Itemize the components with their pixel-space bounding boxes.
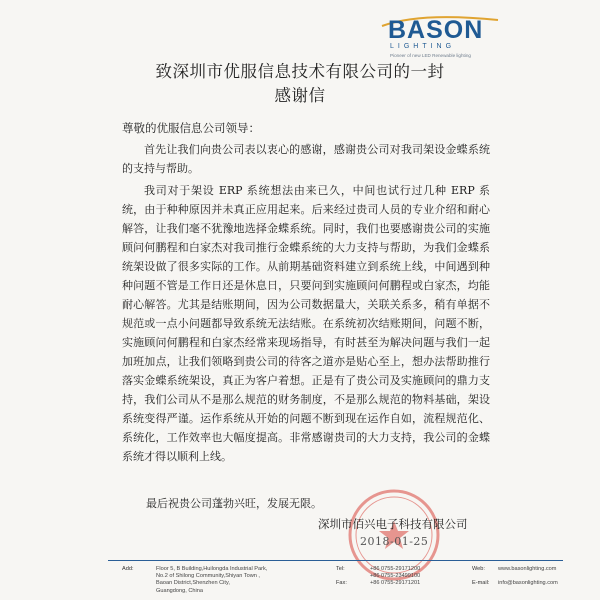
address-line-1: Floor 5, B Building,Huilongda Industrial Park, bbox=[156, 566, 268, 572]
footer-contacts bbox=[336, 566, 420, 588]
address-line-2: No.2 of Shilong Community,Shiyan Town , bbox=[156, 573, 260, 580]
closing-line: 最后祝贵公司蓬勃兴旺，发展无限。 bbox=[146, 497, 322, 510]
letter-body bbox=[122, 140, 490, 469]
footer-divider bbox=[108, 560, 563, 561]
signature-company: 深圳市佰兴电子科技有限公司 bbox=[318, 517, 468, 531]
footer-add-label: Add: bbox=[122, 566, 134, 572]
paragraph-2: 我司对于架设 ERP 系统想法由来已久，中间也试行过几种 ERP 系统，由于种种原因并未真正应用起来。后来经过贵司人员的专业介绍和耐心解答，让我们毫不犹豫地选择金蝶系统。同时，我们也要感谢贵公司的实施顾问何鹏程和白家杰对我司推行金蝶系统的大力支持与帮助，为我们金蝶系统架设做了很多实际的工作。从前期基础资料建立到系统上线，中间遇到种种问题不管是工作日还是休息日，只要问到实施顾问何鹏程或白家杰，均能耐心解答。尤其是结账期间，因为公司数据量大，关联关系多，稍有单据不规范或一点小问题都导致系统无法结账。在系统初次结账期间，问题不断，实施顾问何鹏程和白家杰经常来现场指导，有时甚至为解决问题与我们一起加班加点，让我们领略到贵公司的待客之道亦是贴心至上，想办法帮助推行落实金蝶系统架设，真正为客户着想。正是有了贵公司及实施顾问的鼎力支持，我们公司从不是那么规范的财务制度，不是那么规范的物料基础，架设系统变得严谨。运作系统从开始的问题不断到现在运作自如，流程规范化、系统化，工作效率也大幅度提高。非常感谢贵司的大力支持，我公司的金蝶系统才得以顺利上线。 bbox=[122, 184, 490, 463]
footer-tel-label: Tel: bbox=[336, 566, 345, 572]
footer-web-link[interactable]: www.basonlighting.com bbox=[498, 566, 557, 572]
signature-date: 2018-01-25 bbox=[360, 535, 429, 548]
paragraph-1: 首先让我们向贵公司表以衷心的感谢，感谢贵公司对我司架设金蝶系统的支持与帮助。 bbox=[122, 143, 490, 175]
logo-brand: BASON bbox=[388, 16, 484, 44]
letter-title-line2: 感谢信 bbox=[274, 86, 326, 105]
logo-tagline: Pioneer of new LED Renewable lighting bbox=[390, 53, 471, 58]
footer-email-link[interactable]: info@basonlighting.com bbox=[498, 580, 558, 587]
footer-fax-label: Fax: bbox=[336, 580, 347, 587]
footer-address bbox=[122, 566, 267, 595]
address-line-4: Guangdong, China bbox=[156, 587, 203, 594]
footer-tel: +86 0755-29171200 bbox=[370, 566, 421, 572]
address-line-3: Baoan District,Shenzhen City, bbox=[156, 580, 230, 587]
footer-tel2: +86 0755-23499100 bbox=[370, 573, 421, 580]
footer-web-label: Web: bbox=[472, 566, 485, 572]
letter-title-line1: 致深圳市优服信息技术有限公司的一封 bbox=[155, 62, 445, 81]
footer-email-label: E-mail: bbox=[472, 580, 490, 587]
logo-subtitle: LIGHTING bbox=[390, 43, 456, 50]
greeting: 尊敬的优服信息公司领导： bbox=[122, 121, 260, 135]
footer-web-email bbox=[472, 566, 558, 588]
footer-fax: +86 0755-29171201 bbox=[370, 580, 421, 587]
